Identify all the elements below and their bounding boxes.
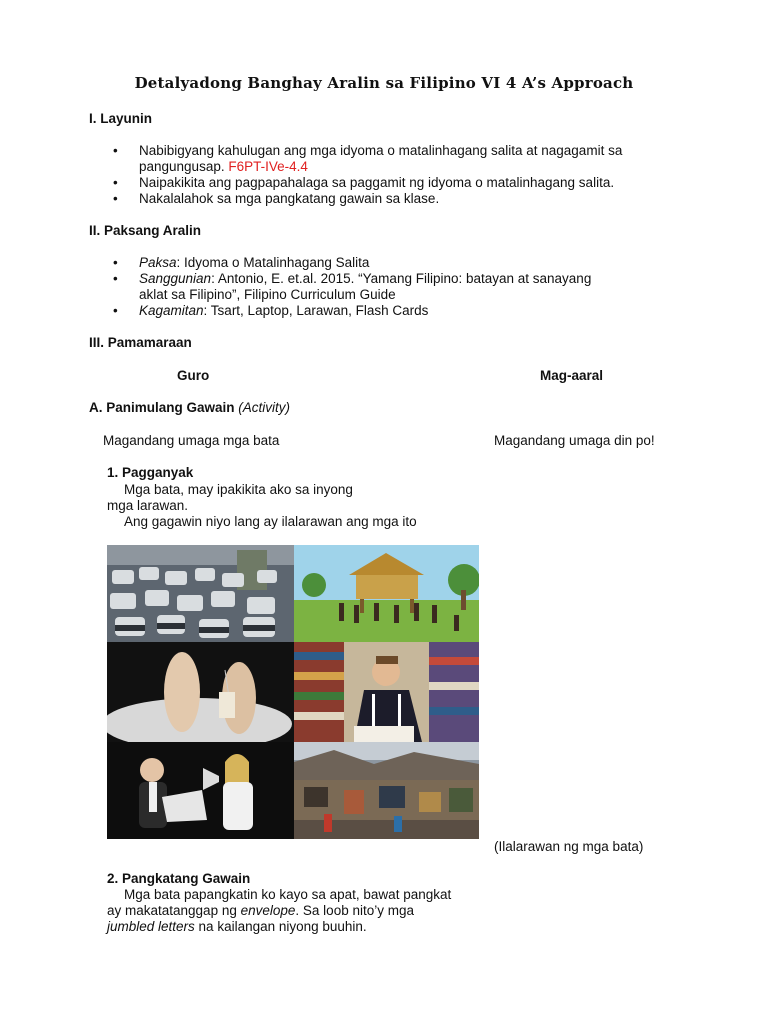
greeting-guro: Magandang umaga mga bata <box>103 433 280 448</box>
pangkatang-gawain-heading: 2. Pangkatang Gawain <box>107 871 251 886</box>
greeting-mag-aaral: Magandang umaga din po! <box>494 433 655 448</box>
pangkatang-line: jumbled letters na kailangan niyong buuhin. <box>107 919 367 934</box>
layunin-item: • Nabibigyang kahulugan ang mga idyoma o matalinhagang salita at nagagamit sa pangungusap. F6PT-IVe-4.4 <box>113 143 693 175</box>
layunin-item: • Nakalalahok sa mga pangkatang gawain sa klase. <box>113 191 693 207</box>
sanggunian-item: • Sanggunian: Antonio, E. et.al. 2015. “Yamang Filipino: batayan at sanayang aklat sa Filipino”, Filipino Curriculum Guide <box>113 271 603 303</box>
competency-code: F6PT-IVe-4.4 <box>228 159 308 174</box>
pagganyak-heading: 1. Pagganyak <box>107 465 194 480</box>
column-mag-aaral: Mag-aaral <box>540 368 604 383</box>
morgue-feet-image <box>107 642 294 742</box>
paksang-aralin-list <box>113 255 603 319</box>
layunin-list <box>113 143 693 207</box>
student-books-image <box>294 642 479 742</box>
traffic-jam-image <box>107 545 294 642</box>
layunin-item: • Naipakikita ang pagpapahalaga sa paggamit ng idyoma o matalinhagang salita. <box>113 175 693 191</box>
pangkatang-line: Mga bata papangkatin ko kayo sa apat, bawat pangkat <box>124 887 452 902</box>
layunin-heading: I. Layunin <box>89 111 153 126</box>
response-ilalarawan: (Ilalarawan ng mga bata) <box>494 839 644 854</box>
section-a: A. Panimulang Gawain (Activity) <box>89 400 291 415</box>
slum-image <box>294 742 479 839</box>
kagamitan-item: • Kagamitan: Tsart, Laptop, Larawan, Flash Cards <box>113 303 603 319</box>
pagganyak-line: Ang gagawin niyo lang ay ilalarawan ang mga ito <box>124 514 417 529</box>
pangkatang-line: ay makatatanggap ng envelope. Sa loob nito’y mga <box>107 903 414 918</box>
pagganyak-line: Mga bata, may ipakikita ako sa inyong <box>124 482 353 497</box>
pagganyak-line: mga larawan. <box>107 498 189 513</box>
bayanihan-image <box>294 545 479 642</box>
column-guro: Guro <box>177 368 210 383</box>
page-title: Detalyadong Banghay Aralin sa Filipino VI 4 A’s Approach <box>134 74 634 92</box>
paksang-aralin-heading: II. Paksang Aralin <box>89 223 202 238</box>
pamamaraan-heading: III. Pamamaraan <box>89 335 192 350</box>
paksa-item: • Paksa: Idyoma o Matalinhagang Salita <box>113 255 603 271</box>
photo-grid <box>107 545 479 839</box>
megaphone-image <box>107 742 294 839</box>
